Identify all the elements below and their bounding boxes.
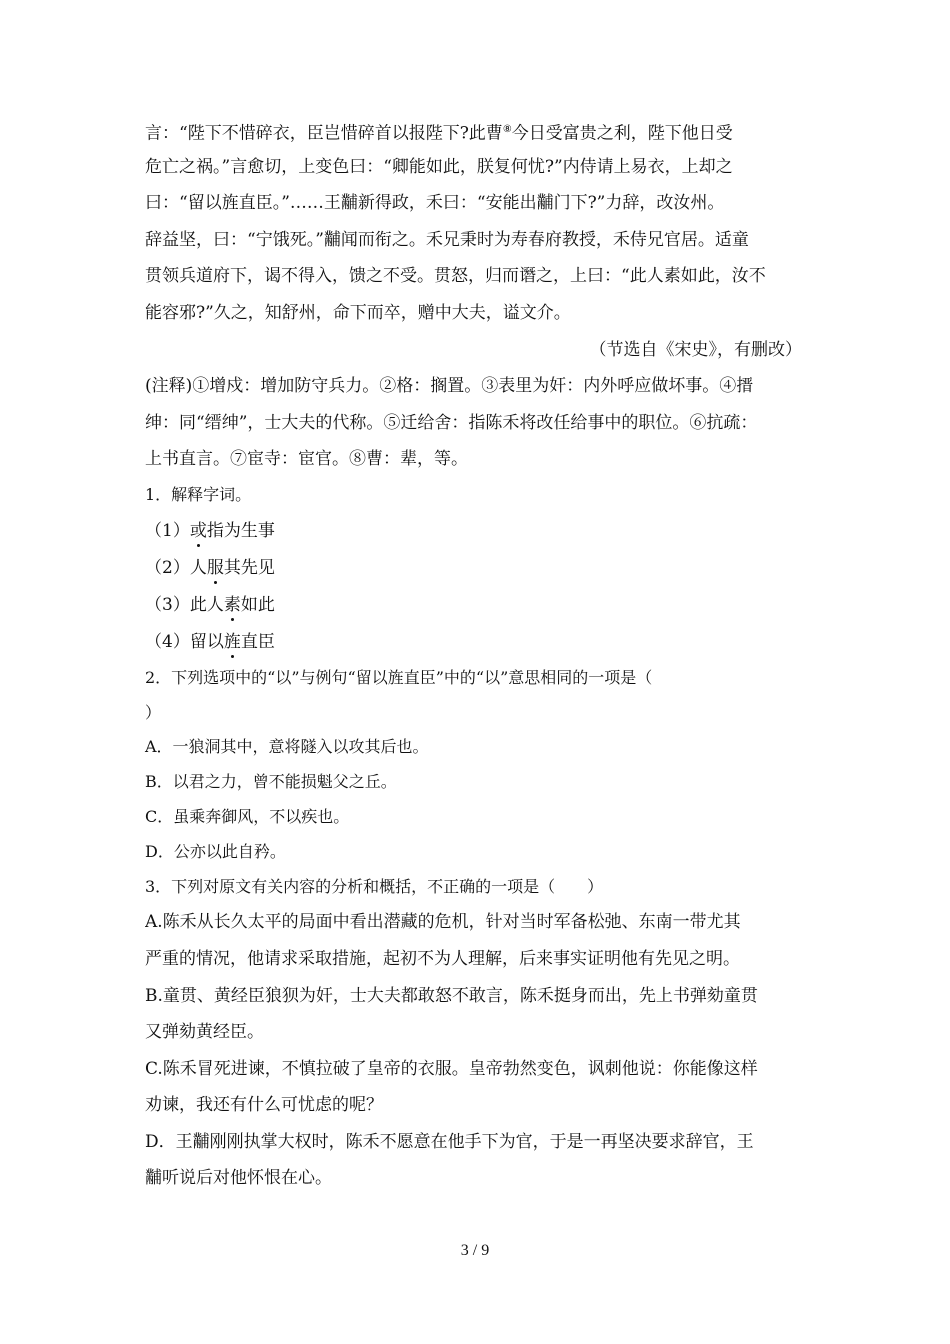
annotation-line: (注释)①增戍：增加防守兵力。②格：搁置。③表里为奸：内外呼应做坏事。④搢	[145, 376, 754, 397]
question-3	[145, 870, 810, 1198]
option-d-line: 黼听说后对他怀恨在心。	[145, 1168, 332, 1189]
passage-line: 危亡之祸。”言愈切，上变色曰：“卿能如此，朕复何忧?”内侍请上易衣，上却之	[145, 156, 733, 177]
sub-question-text: （4）留以	[145, 631, 224, 652]
question-title-cont: ）	[145, 702, 162, 722]
emphasis-char: 素	[224, 587, 241, 624]
sub-question	[145, 513, 810, 550]
sub-question-text: 直臣	[240, 631, 275, 652]
question-title: 3．下列对原文有关内容的分析和概括，不正确的一项是（ ）	[145, 876, 604, 896]
passage-text: 言：“陛下不惜碎衣，臣岂惜碎首以报陛下?此曹	[145, 123, 503, 144]
emphasis-char: 旌	[224, 624, 241, 661]
option-a-line: 严重的情况，他请求采取措施，起初不为人理解，后来事实证明他有先见之明。	[145, 948, 740, 969]
sub-question-text: （3）此人	[145, 594, 224, 615]
question-2	[145, 661, 810, 870]
question-1	[145, 478, 810, 661]
sub-question	[145, 550, 810, 587]
emphasis-char: 服	[207, 550, 224, 587]
annotation-line: 绅：同“缙绅”，士大夫的代称。⑤迁给舍：指陈禾将改任给事中的职位。⑥抗疏：	[145, 412, 758, 433]
emphasis-char: 或	[190, 513, 207, 550]
option-d-line: D．王黼刚刚执掌大权时，陈禾不愿意在他手下为官，于是一再坚决要求辞官，王	[145, 1131, 754, 1152]
option-b: B．以君之力，曾不能损魁父之丘。	[145, 772, 397, 792]
passage-line: 曰：“留以旌直臣。”……王黼新得政，禾曰：“安能出黼门下?”力辞，改汝州。	[145, 193, 725, 214]
footnote-mark: ⑧	[502, 124, 512, 135]
option-a: A．一狼洞其中，意将隧入以攻其后也。	[145, 737, 429, 757]
page-content	[145, 112, 810, 1197]
annotation-line: 上书直言。⑦宦寺：宦官。⑧曹：辈，等。	[145, 449, 468, 470]
passage	[145, 112, 810, 368]
passage-line: 辞益坚，曰：“宁饿死。”黼闻而衔之。禾兄秉时为寿春府教授，禾侍兄官居。适童	[145, 229, 749, 250]
option-a-line: A.陈禾从长久太平的局面中看出潜藏的危机，针对当时军备松弛、东南一带尤其	[145, 912, 741, 933]
option-c-line: C.陈禾冒死进谏，不慎拉破了皇帝的衣服。皇帝勃然变色，讽刺他说：你能像这样	[145, 1058, 758, 1079]
passage-line: 能容邪?”久之，知舒州，命下而卒，赠中大夫，谥文介。	[145, 302, 571, 323]
option-b-line: 又弹劾黄经臣。	[145, 1022, 264, 1043]
passage-line: 贯领兵道府下，谒不得入，馈之不受。贯怒，归而谮之，上曰：“此人素如此，汝不	[145, 266, 766, 287]
sub-question-text: 其先见	[223, 557, 275, 578]
page-number: 3 / 9	[460, 1242, 490, 1259]
passage-source: （节选自《宋史》，有删改）	[589, 339, 802, 360]
question-title: 1．解释字词。	[145, 484, 252, 504]
sub-question	[145, 624, 810, 661]
question-title: 2．下列选项中的“以”与例句“留以旌直臣”中的“以”意思相同的一项是（	[145, 667, 653, 687]
option-b-line: B.童贯、黄经臣狼狈为奸，士大夫都敢怒不敢言，陈禾挺身而出，先上书弹劾童贯	[145, 985, 758, 1006]
annotations	[145, 368, 810, 478]
option-c: C．虽乘奔御风，不以疾也。	[145, 806, 350, 826]
sub-question-text: 如此	[240, 594, 275, 615]
passage-line	[145, 112, 810, 149]
sub-question-text: （2）人	[145, 557, 207, 578]
option-d: D．公亦以此自矜。	[145, 841, 286, 861]
option-c-line: 劝谏，我还有什么可忧虑的呢？	[145, 1095, 383, 1116]
sub-question-text: （1）	[145, 520, 190, 541]
sub-question	[145, 587, 810, 624]
passage-text: 今日受富贵之利，陛下他日受	[511, 123, 733, 144]
sub-question-text: 指为生事	[206, 520, 275, 541]
